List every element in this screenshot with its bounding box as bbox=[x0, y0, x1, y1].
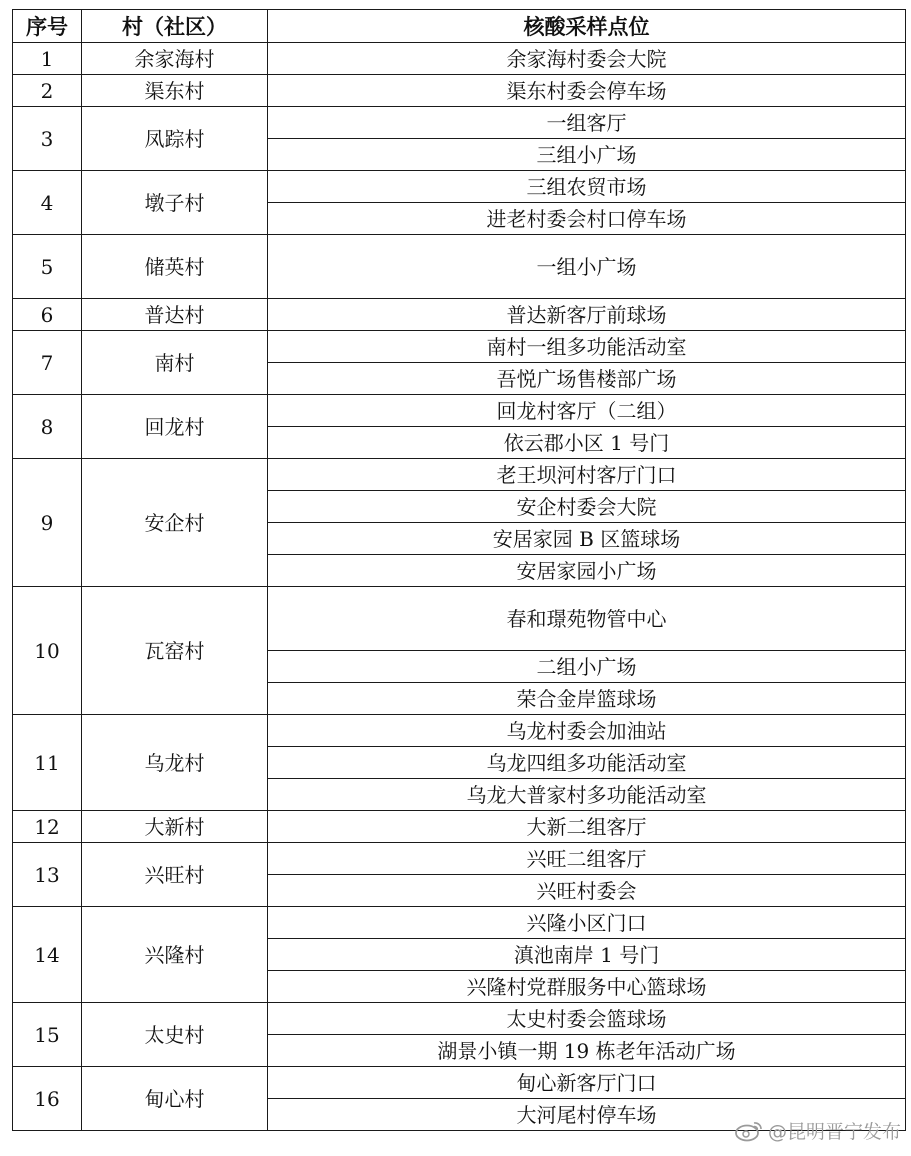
table-row bbox=[13, 171, 906, 203]
cell-site: 甸心新客厅门口 bbox=[268, 1067, 906, 1099]
cell-index: 14 bbox=[13, 907, 82, 1003]
cell-site: 一组小广场 bbox=[268, 235, 906, 299]
cell-village: 大新村 bbox=[82, 811, 268, 843]
cell-index: 7 bbox=[13, 331, 82, 395]
table-row bbox=[13, 459, 906, 491]
cell-index: 5 bbox=[13, 235, 82, 299]
cell-index: 11 bbox=[13, 715, 82, 811]
table-row bbox=[13, 715, 906, 747]
cell-site: 一组客厅 bbox=[268, 107, 906, 139]
cell-index: 10 bbox=[13, 587, 82, 715]
cell-village: 渠东村 bbox=[82, 75, 268, 107]
cell-village: 余家海村 bbox=[82, 43, 268, 75]
table-row bbox=[13, 43, 906, 75]
cell-site: 兴旺二组客厅 bbox=[268, 843, 906, 875]
table-row bbox=[13, 331, 906, 363]
table-row bbox=[13, 907, 906, 939]
table-row bbox=[13, 811, 906, 843]
table-row bbox=[13, 587, 906, 651]
header-sites: 核酸采样点位 bbox=[268, 10, 906, 43]
cell-site: 南村一组多功能活动室 bbox=[268, 331, 906, 363]
cell-site: 春和璟苑物管中心 bbox=[268, 587, 906, 651]
watermark-text: @昆明晋宁发布 bbox=[767, 1121, 901, 1143]
cell-site: 乌龙四组多功能活动室 bbox=[268, 747, 906, 779]
cell-site: 吾悦广场售楼部广场 bbox=[268, 363, 906, 395]
table-row bbox=[13, 395, 906, 427]
cell-index: 8 bbox=[13, 395, 82, 459]
cell-village: 储英村 bbox=[82, 235, 268, 299]
cell-village: 墩子村 bbox=[82, 171, 268, 235]
cell-site: 安居家园小广场 bbox=[268, 555, 906, 587]
table-row bbox=[13, 107, 906, 139]
cell-index: 1 bbox=[13, 43, 82, 75]
cell-index: 12 bbox=[13, 811, 82, 843]
cell-village: 太史村 bbox=[82, 1003, 268, 1067]
table-row bbox=[13, 843, 906, 875]
cell-index: 9 bbox=[13, 459, 82, 587]
table-row bbox=[13, 299, 906, 331]
table-row bbox=[13, 1003, 906, 1035]
cell-index: 2 bbox=[13, 75, 82, 107]
cell-site: 大河尾村停车场 bbox=[268, 1099, 906, 1131]
table-row bbox=[13, 1067, 906, 1099]
cell-village: 南村 bbox=[82, 331, 268, 395]
table-body bbox=[13, 43, 906, 1131]
cell-site: 兴旺村委会 bbox=[268, 875, 906, 907]
cell-village: 兴隆村 bbox=[82, 907, 268, 1003]
cell-village: 普达村 bbox=[82, 299, 268, 331]
cell-site: 乌龙村委会加油站 bbox=[268, 715, 906, 747]
cell-site: 依云郡小区 1 号门 bbox=[268, 427, 906, 459]
cell-village: 乌龙村 bbox=[82, 715, 268, 811]
cell-site: 三组小广场 bbox=[268, 139, 906, 171]
cell-site: 兴隆村党群服务中心篮球场 bbox=[268, 971, 906, 1003]
cell-index: 4 bbox=[13, 171, 82, 235]
cell-index: 13 bbox=[13, 843, 82, 907]
cell-village: 回龙村 bbox=[82, 395, 268, 459]
cell-village: 甸心村 bbox=[82, 1067, 268, 1131]
cell-site: 回龙村客厅（二组） bbox=[268, 395, 906, 427]
cell-site: 滇池南岸 1 号门 bbox=[268, 939, 906, 971]
table-row bbox=[13, 75, 906, 107]
cell-index: 6 bbox=[13, 299, 82, 331]
cell-village: 凤踪村 bbox=[82, 107, 268, 171]
sampling-sites-table bbox=[12, 9, 906, 1131]
cell-site: 三组农贸市场 bbox=[268, 171, 906, 203]
table-row bbox=[13, 235, 906, 299]
header-row bbox=[13, 10, 906, 43]
header-index: 序号 bbox=[13, 10, 82, 43]
cell-site: 太史村委会篮球场 bbox=[268, 1003, 906, 1035]
cell-index: 16 bbox=[13, 1067, 82, 1131]
cell-site: 渠东村委会停车场 bbox=[268, 75, 906, 107]
cell-site: 老王坝河村客厅门口 bbox=[268, 459, 906, 491]
cell-site: 荣合金岸篮球场 bbox=[268, 683, 906, 715]
cell-site: 普达新客厅前球场 bbox=[268, 299, 906, 331]
cell-site: 二组小广场 bbox=[268, 651, 906, 683]
header-village: 村（社区） bbox=[82, 10, 268, 43]
cell-village: 兴旺村 bbox=[82, 843, 268, 907]
cell-index: 3 bbox=[13, 107, 82, 171]
cell-index: 15 bbox=[13, 1003, 82, 1067]
cell-site: 余家海村委会大院 bbox=[268, 43, 906, 75]
weibo-logo-icon bbox=[734, 1120, 764, 1142]
cell-village: 瓦窑村 bbox=[82, 587, 268, 715]
cell-village: 安企村 bbox=[82, 459, 268, 587]
cell-site: 大新二组客厅 bbox=[268, 811, 906, 843]
cell-site: 湖景小镇一期 19 栋老年活动广场 bbox=[268, 1035, 906, 1067]
cell-site: 进老村委会村口停车场 bbox=[268, 203, 906, 235]
cell-site: 兴隆小区门口 bbox=[268, 907, 906, 939]
cell-site: 乌龙大普家村多功能活动室 bbox=[268, 779, 906, 811]
cell-site: 安企村委会大院 bbox=[268, 491, 906, 523]
cell-site: 安居家园 B 区篮球场 bbox=[268, 523, 906, 555]
watermark bbox=[734, 1117, 901, 1144]
